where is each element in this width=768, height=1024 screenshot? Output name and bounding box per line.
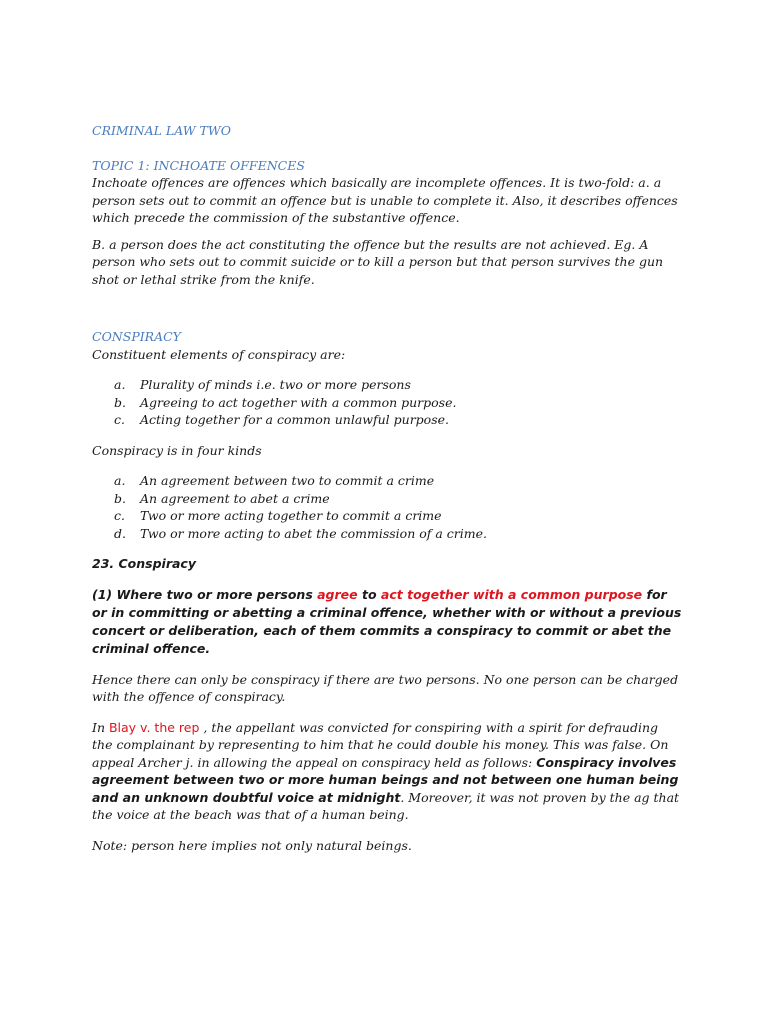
- conspiracy-heading: CONSPIRACY: [92, 329, 181, 344]
- document-page: [92, 122, 682, 854]
- list-item: a. Plurality of minds i.e. two or more persons: [114, 377, 411, 392]
- list-item: c. Acting together for a common unlawful purpose.: [114, 412, 449, 427]
- hence-paragraph: Hence there can only be conspiracy if there are two persons. No one person can be charged with the offence of conspiracy.: [92, 671, 679, 704]
- highlight-agree: agree: [317, 586, 358, 602]
- list-item: a. An agreement between two to commit a crime: [114, 473, 435, 488]
- case-paragraph: In Blay v. the rep , the appellant was convicted for conspiring with a spirit for defrauding the complainant by representing to him that he could double his money. This was false. On appeal Archer j. in allowing the appeal on conspiracy held as follows: Conspiracy involves agreement between two or more human beings and not between one human being and an unknown doubtful voice at midnight. Moreover, it was not proven by the ag that the voice at the beach was that of a human being.: [92, 719, 680, 822]
- paragraph-b: B. a person does the act constituting the offence but the results are not achieved. Eg. A person who sets out to commit suicide or to kill a person but that person survives the gun shot or lethal strike from the knife.: [92, 236, 664, 287]
- topic-heading: TOPIC 1: INCHOATE OFFENCES: [92, 157, 305, 173]
- note-paragraph: Note: person here implies not only natural beings.: [92, 837, 412, 853]
- highlight-act-together: act together with a common purpose: [380, 586, 643, 602]
- elements-intro: Constituent elements of conspiracy are:: [92, 346, 346, 362]
- list-item: c. Two or more acting together to commit a crime: [114, 508, 442, 523]
- list-item: b. Agreeing to act together with a common purpose.: [114, 394, 457, 410]
- elements-list: [92, 376, 682, 429]
- case-holding: Conspiracy involves agreement between two or more human beings and not between one human being and an unknown doubtful voice at midnight: [92, 754, 679, 805]
- case-name: Blay v. the rep: [108, 719, 200, 735]
- list-item: b. An agreement to abet a crime: [114, 490, 330, 506]
- statute-quote: (1) Where two or more persons agree to act together with a common purpose for or in committing or abetting a criminal offence, whether with or without a previous concert or deliberation, each of them commits a conspiracy to commit or abet the criminal offence.: [92, 586, 682, 656]
- kinds-list: [92, 472, 682, 542]
- document-title: CRIMINAL LAW TWO: [92, 123, 231, 138]
- kinds-intro: Conspiracy is in four kinds: [92, 442, 262, 458]
- intro-paragraph: Inchoate offences are offences which basically are incomplete offences. It is two-fold: a. a person sets out to commit an offence but is unable to complete it. Also, it describes offences which precede the commission of the substantive offence.: [92, 175, 678, 225]
- list-item: d. Two or more acting to abet the commission of a crime.: [114, 525, 487, 541]
- section-heading: 23. Conspiracy: [92, 556, 196, 571]
